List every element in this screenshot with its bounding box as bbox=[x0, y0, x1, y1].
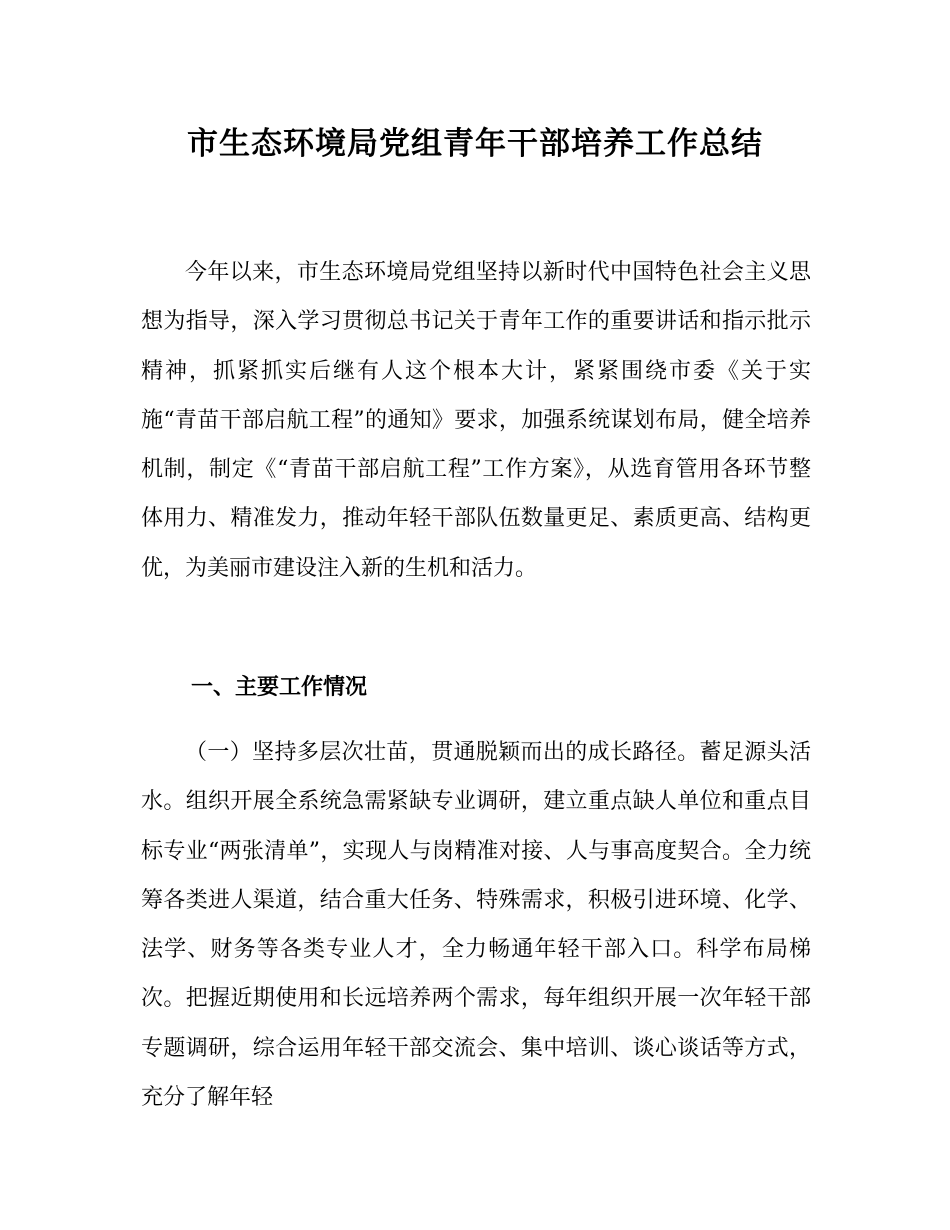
intro-paragraph: 今年以来，市生态环境局党组坚持以新时代中国特色社会主义思想为指导，深入学习贯彻总书记关于青年工作的重要讲话和指示批示精神，抓紧抓实后继有人这个根本大计，紧紧围绕市委《关于实施“青苗干部启航工程”的通知》要求，加强系统谋划布局，健全培养机制，制定《“青苗干部启航工程”工作方案》，从选育管用各环节整体用力、精准发力，推动年轻干部队伍数量更足、素质更高、结构更优，为美丽市建设注入新的生机和活力。 bbox=[141, 260, 811, 581]
document-title: 市生态环境局党组青年干部培养工作总结 bbox=[187, 126, 763, 162]
section-paragraph: （一）坚持多层次壮苗，贯通脱颖而出的成长路径。蓄足源头活水。组织开展全系统急需紧缺专业调研，建立重点缺人单位和重点目标专业“两张清单”，实现人与岗精准对接、人与事高度契合。全力统筹各类进人渠道，结合重大任务、特殊需求，积极引进环境、化学、法学、财务等各类专业人才，全力畅通年轻干部入口。科学布局梯次。把握近期使用和长远培养两个需求，每年组织开展一次年轻干部专题调研，综合运用年轻干部交流会、集中培训、谈心谈话等方式，充分了解年轻 bbox=[141, 740, 811, 1111]
section-heading: 一、主要工作情况 bbox=[191, 675, 368, 700]
